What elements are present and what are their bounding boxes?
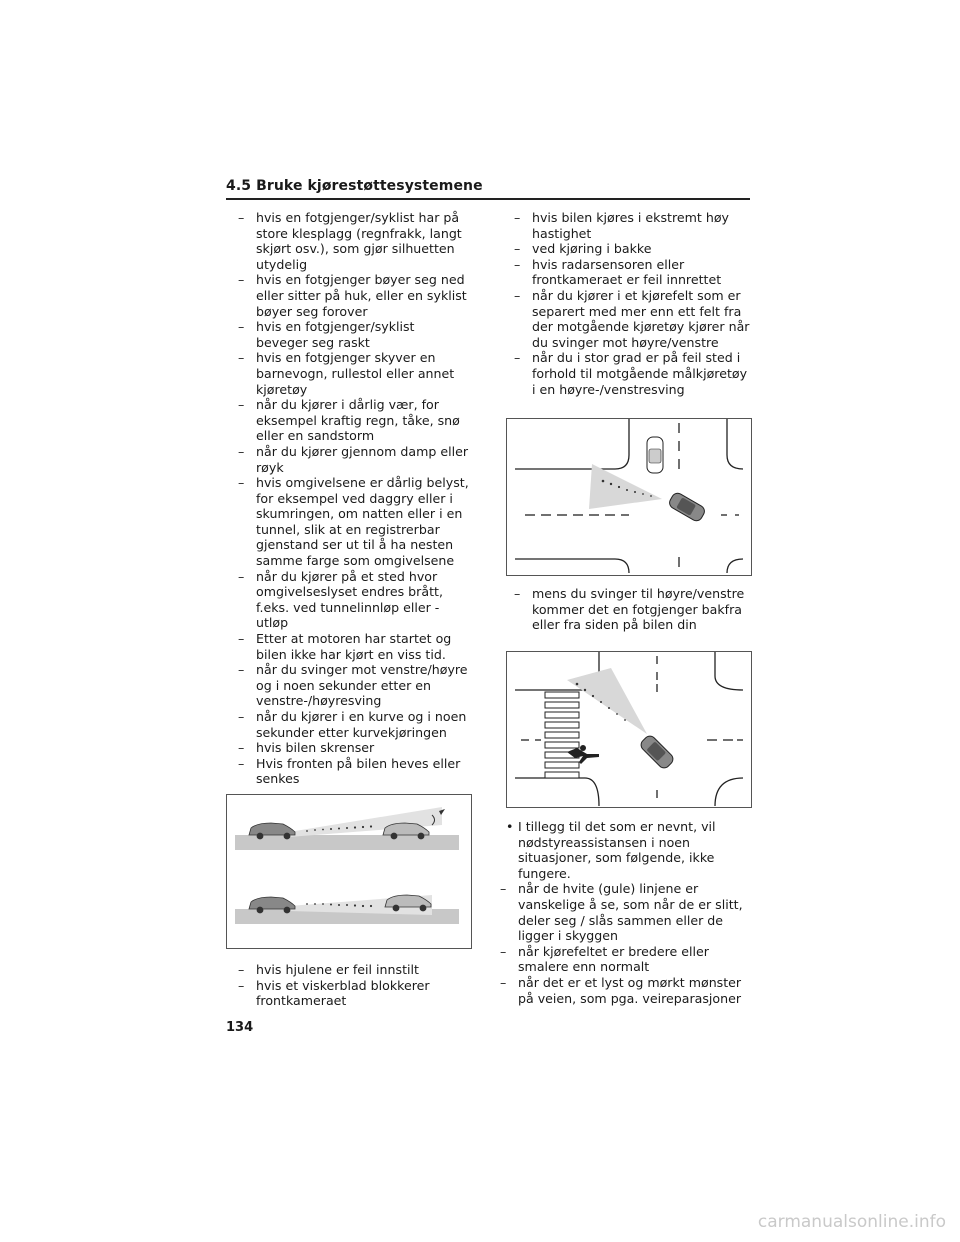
crossing-illustration	[507, 652, 751, 807]
list-item: – når du kjører gjennom damp eller røyk	[238, 443, 469, 475]
right-list-1	[514, 210, 754, 397]
car-icon	[667, 491, 706, 523]
figure-intersection-oncoming	[506, 418, 752, 576]
road-cars-illustration	[227, 795, 471, 948]
list-item: – hvis en fotgjenger/syklist beveger seg raskt	[238, 319, 415, 350]
list-item: – hvis bilen skrenser	[238, 740, 375, 756]
right-column-middle	[514, 586, 754, 633]
list-item: – hvis en fotgjenger skyver en barnevogn, rullestol eller annet kjøretøy	[238, 350, 455, 397]
list-item: – når du kjører i et kjørefelt som er separert med mer enn ett felt fra der motgående kjøretøy kjører når du svinger mot høyre/venstre	[514, 287, 750, 350]
list-item: – hvis omgivelsene er dårlig belyst, for eksempel ved daggry eller i skumringen, om natten eller i en tunnel, slik at en registrerbar gjenstand ser ut til å ha nesten samme farge som omgivelsene	[238, 475, 469, 569]
list-item: – når du kjører på et sted hvor omgivelseslyset endres brått, f.eks. ved tunnelinnløp eller -utløp	[238, 568, 443, 631]
right-list-2	[514, 586, 754, 633]
right-column-bottom	[500, 819, 754, 1006]
watermark: carmanualsonline.info	[757, 1212, 946, 1232]
car-icon	[639, 734, 676, 771]
list-item: – hvis et viskerblad blokkerer frontkameraet	[238, 977, 430, 1009]
list-item: – hvis radarsensoren eller frontkameraet er feil innrettet	[514, 256, 722, 288]
list-item: – når du i stor grad er på feil sted i forhold til motgående målkjøretøy i en høyre-/venstresving	[514, 350, 748, 397]
right-column-top	[514, 210, 754, 397]
list-item: – ved kjøring i bakke	[514, 241, 652, 257]
intersection-illustration	[507, 419, 751, 575]
bullet-paragraph: • I tillegg til det som er nevnt, vil nødstyreassistansen i noen situasjoner, som følgende, ikke fungere.	[506, 819, 716, 881]
oncoming-car-icon	[647, 437, 663, 473]
list-item: – hvis en fotgjenger bøyer seg ned eller sitter på huk, eller en syklist bøyer seg forover	[238, 272, 467, 319]
left-list-2	[238, 962, 470, 1009]
section-header	[226, 178, 750, 200]
left-column	[238, 210, 470, 787]
list-item: – hvis bilen kjøres i ekstremt høy hastighet	[514, 210, 729, 241]
left-column-bottom	[238, 962, 470, 1009]
list-item: – hvis en fotgjenger/syklist har på store klesplagg (regnfrakk, langt skjørt osv.), som gjør silhuetten utydelig	[238, 210, 462, 272]
list-item: – når de hvite (gule) linjene er vanskelige å se, som når de er slitt, deler seg / slås sammen eller de ligger i skyggen	[500, 881, 743, 944]
page-number: 134	[226, 1020, 254, 1035]
list-item: – når det er et lyst og mørkt mønster på veien, som pga. veireparasjoner	[500, 974, 742, 1006]
figure-pedestrian-crossing	[506, 651, 752, 808]
list-item: – mens du svinger til høyre/venstre kommer det en fotgjenger bakfra eller fra siden på bilen din	[514, 586, 745, 633]
section-title: 4.5 Bruke kjørestøttesystemene	[226, 178, 483, 194]
list-item: – hvis hjulene er feil innstilt	[238, 962, 419, 977]
list-item: – Hvis fronten på bilen heves eller senkes	[238, 755, 461, 787]
list-item: – når kjørefeltet er bredere eller smalere enn normalt	[500, 943, 709, 975]
list-item: – når du svinger mot venstre/høyre og i noen sekunder etter en venstre-/høyresving	[238, 662, 468, 709]
figure-road-cars	[226, 794, 472, 949]
header-rule	[226, 198, 750, 200]
list-item: – Etter at motoren har startet og bilen ikke har kjørt en viss tid.	[238, 631, 452, 662]
list-item: – når du kjører i en kurve og i noen sekunder etter kurvekjøringen	[238, 709, 467, 740]
list-item: – når du kjører i dårlig vær, for eksempel kraftig regn, tåke, snø eller en sandstorm	[238, 397, 460, 444]
bullet-sub-list	[500, 881, 754, 1006]
left-list	[238, 210, 470, 787]
